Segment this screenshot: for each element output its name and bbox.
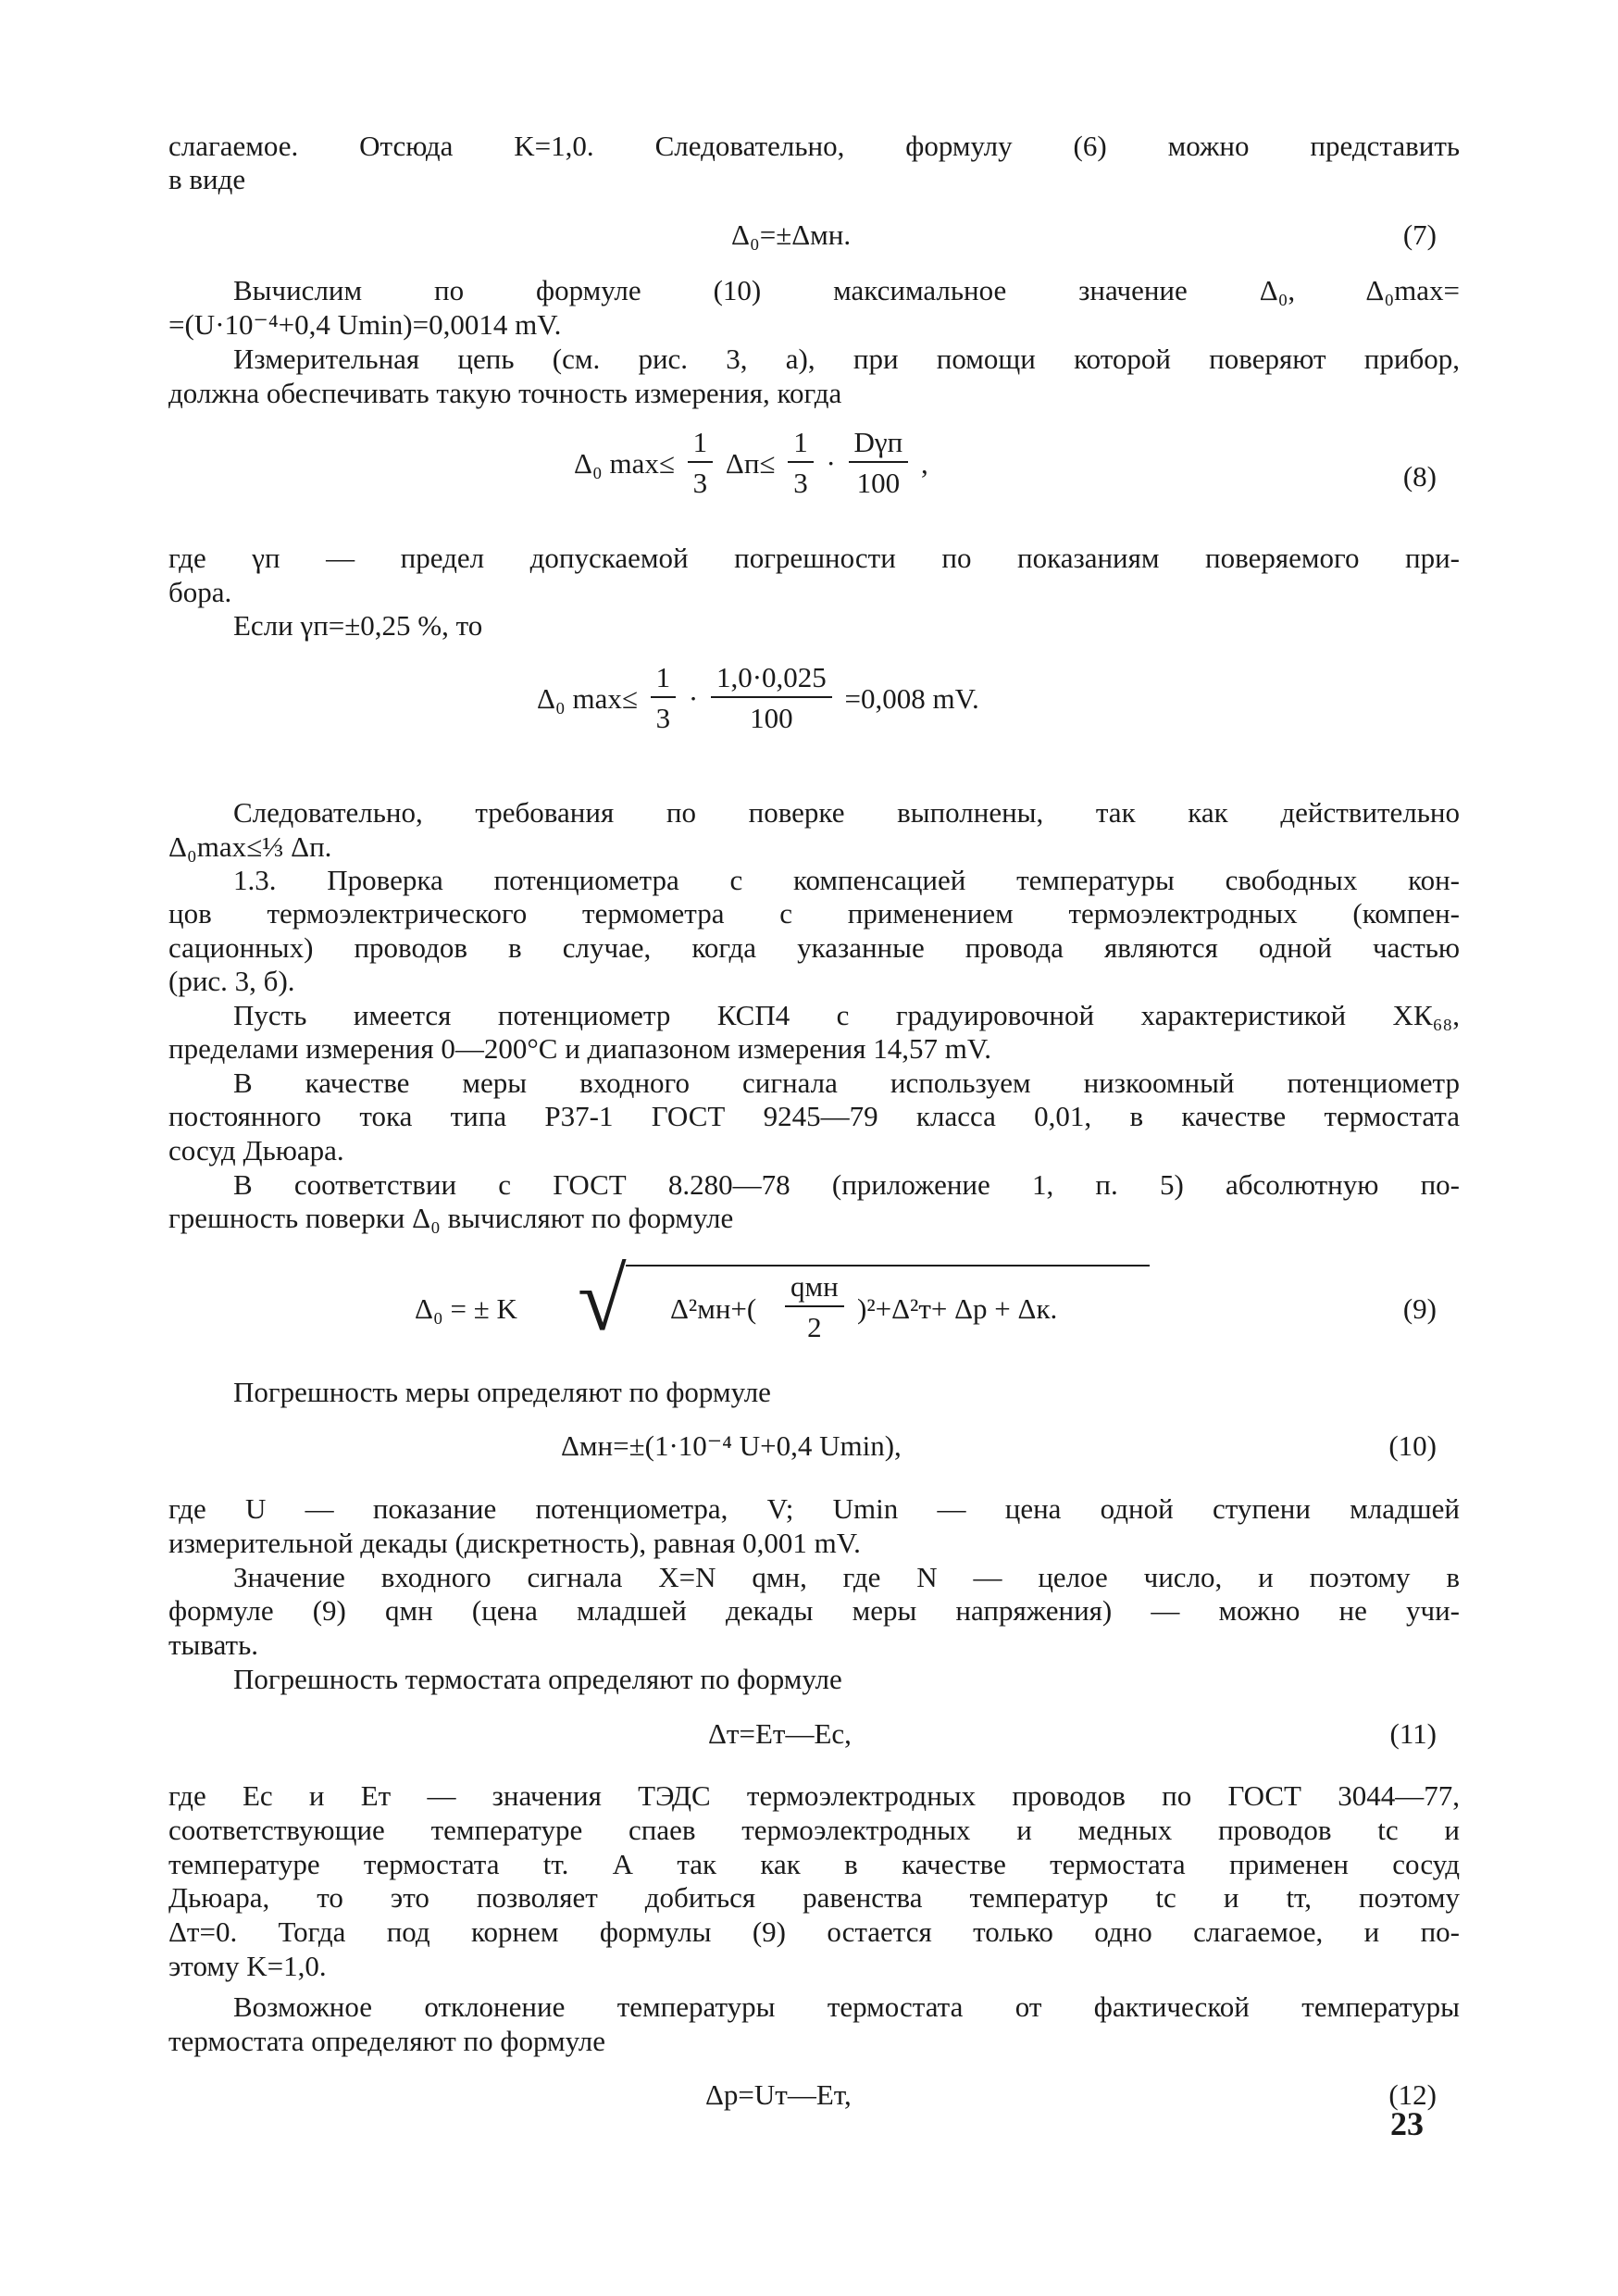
equation-number: (9) xyxy=(1402,1292,1437,1325)
text-line: бора. xyxy=(168,576,232,608)
text-line: термостата определяют по формуле xyxy=(168,2025,605,2057)
text-line: В качестве меры входного сигнала используем низкоомный потенциометр xyxy=(233,1067,1460,1099)
numerator: Dγп xyxy=(849,424,909,463)
eqx-lhs: Δ₀ max≤ xyxy=(537,681,638,715)
text-line: пределами измерения 0—200°C и диапазоном измерения 14,57 mV. xyxy=(168,1032,992,1065)
denominator: 3 xyxy=(793,467,808,499)
equation-number: (11) xyxy=(1389,1717,1437,1750)
denominator: 100 xyxy=(856,467,901,499)
eqx-tail: =0,008 mV. xyxy=(844,681,979,715)
text-line: в виде xyxy=(168,163,246,195)
radical-sign: √ xyxy=(578,1250,627,1349)
text-line: измерительной декады (дискретность), равная 0,001 mV. xyxy=(168,1527,861,1559)
text-line: этому K=1,0. xyxy=(168,1950,327,1982)
equation-9 xyxy=(415,1250,1174,1363)
radical-bar xyxy=(626,1265,1150,1267)
equation-12: Δр=Uт—Eт, xyxy=(705,2078,852,2111)
text-line: Дьюара, то это позволяет добиться равенства температур tс и tт, поэтому xyxy=(168,1881,1460,1914)
equation-11: Δт=Eт—Eс, xyxy=(708,1717,852,1750)
text-line: сосуд Дьюара. xyxy=(168,1134,344,1167)
eq8-fraction xyxy=(788,424,814,504)
eqx-dot: · xyxy=(688,681,699,715)
equation-number: (8) xyxy=(1402,460,1437,493)
eqx-fraction xyxy=(651,659,677,739)
text-line: тывать. xyxy=(168,1628,258,1661)
denominator: 3 xyxy=(692,467,708,499)
text-line: Пусть имеется потенциометр КСП4 с градуировочной характеристикой ХК₆₈, xyxy=(233,999,1460,1031)
numerator: 1 xyxy=(788,424,814,463)
equation-number: (7) xyxy=(1402,218,1437,251)
text-line: Δт=0. Тогда под корнем формулы (9) остается только одно слагаемое, и по- xyxy=(168,1915,1460,1948)
text-line: должна обеспечивать такую точность измерения, когда xyxy=(168,377,842,409)
text-line: =(U·10⁻⁴+0,4 Umin)=0,0014 mV. xyxy=(168,308,562,341)
text-line: Погрешность термостата определяют по формуле xyxy=(233,1663,842,1695)
eq9-fraction xyxy=(785,1268,844,1348)
text-line: формуле (9) qмн (цена младшей декады меры напряжения) — можно не учи- xyxy=(168,1594,1460,1627)
eq9-lhs: Δ₀ = ± K xyxy=(415,1292,517,1325)
text-line: слагаемое. Отсюда K=1,0. Следовательно, формулу (6) можно представить xyxy=(168,130,1460,162)
text-line: Значение входного сигнала X=N qмн, где N — целое число, и поэтому в xyxy=(233,1561,1460,1593)
eq8-lhs: Δ₀ max≤ xyxy=(574,446,675,480)
numerator: 1 xyxy=(651,659,677,698)
text-line: цов термоэлектрического термометра с применением термоэлектродных (компен- xyxy=(168,897,1460,930)
equation-number: (10) xyxy=(1388,1429,1437,1462)
text-line: Измерительная цепь (см. рис. 3, a), при помощи которой поверяют прибор, xyxy=(233,343,1460,375)
equation-7: Δ₀=±Δмн. xyxy=(731,218,852,251)
eq8-fraction xyxy=(688,424,714,504)
text-line: где U — показание потенциометра, V; Umin — цена одной ступени младшей xyxy=(168,1492,1460,1525)
text-line: 1.3. Проверка потенциометра с компенсацией температуры свободных кон- xyxy=(233,864,1460,896)
eq8-tail: , xyxy=(920,446,928,480)
text-line: грешность поверки Δ₀ вычисляют по формуле xyxy=(168,1202,734,1234)
numerator: 1 xyxy=(688,424,714,463)
text-line: где Eс и Eт — значения ТЭДС термоэлектродных проводов по ГОСТ 3044—77, xyxy=(168,1779,1460,1812)
text-line: Вычислим по формуле (10) максимальное значение Δ₀, Δ₀max= xyxy=(233,274,1460,306)
equation-10: Δмн=±(1·10⁻⁴ U+0,4 Umin), xyxy=(561,1429,902,1462)
text-line: температуре термостата tт. А так как в качестве термостата применен сосуд xyxy=(168,1848,1460,1880)
denominator: 2 xyxy=(807,1311,822,1343)
text-line: где γп — предел допускаемой погрешности по показаниям поверяемого при- xyxy=(168,542,1460,574)
denominator: 3 xyxy=(655,702,671,734)
text-line: Если γп=±0,25 %, то xyxy=(233,609,483,642)
equation-numeric-check xyxy=(537,659,979,739)
eq9-term: )²+Δ²т+ Δр + Δк. xyxy=(857,1292,1058,1325)
text-line: (рис. 3, б). xyxy=(168,965,295,997)
text-line: Δ₀max≤⅓ Δп. xyxy=(168,830,332,863)
text-line: постоянного тока типа Р37-1 ГОСТ 9245—79 класса 0,01, в качестве термостата xyxy=(168,1100,1460,1132)
text-line: В соответствии с ГОСТ 8.280—78 (приложение 1, п. 5) абсолютную по- xyxy=(233,1168,1460,1201)
eq8-fraction xyxy=(849,424,909,504)
text-line: Возможное отклонение температуры термостата от фактической температуры xyxy=(233,1990,1460,2023)
denominator: 100 xyxy=(750,702,793,734)
eq8-middle: Δп≤ xyxy=(725,446,776,480)
equation-number: (12) xyxy=(1388,2078,1437,2111)
text-line: Следовательно, требования по поверке выполнены, так как действительно xyxy=(233,796,1460,829)
numerator: 1,0·0,025 xyxy=(711,659,832,698)
text-line: Погрешность меры определяют по формуле xyxy=(233,1376,771,1408)
numerator: qмн xyxy=(785,1268,844,1307)
eq9-term: Δ²мн+( xyxy=(670,1292,757,1325)
page-number: 23 xyxy=(1390,2105,1424,2142)
equation-8 xyxy=(574,424,928,504)
text-line: сационных) проводов в случае, когда указанные провода являются одной частью xyxy=(168,931,1460,964)
eq8-dot: · xyxy=(826,446,836,480)
eqx-fraction xyxy=(711,659,832,739)
text-line: соответствующие температуре спаев термоэлектродных и медных проводов tс и xyxy=(168,1814,1460,1846)
